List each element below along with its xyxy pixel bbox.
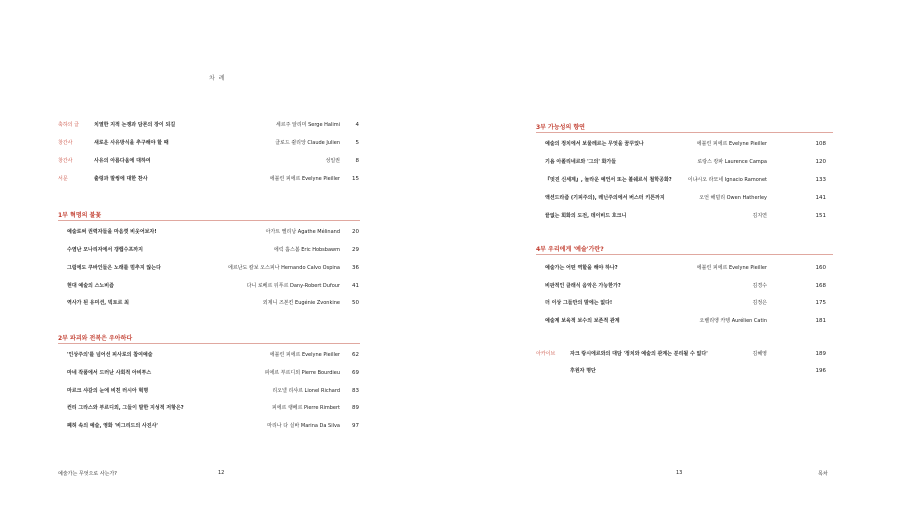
entry-author: 아가트 멜리낭 Agathe Mélinand bbox=[265, 229, 340, 235]
section-label: 축하의 글 bbox=[58, 122, 79, 128]
entry-title: 예술로써 권력자들을 마음껏 비웃어보자! bbox=[67, 229, 157, 235]
entry-page: 41 bbox=[352, 283, 359, 289]
entry-page: 196 bbox=[815, 368, 826, 374]
list-item bbox=[0, 156, 449, 166]
list-item bbox=[0, 120, 449, 130]
entry-title: 기욤 아폴리네르와 '그의' 화가들 bbox=[545, 159, 617, 165]
entry-author: 에릭 홉스봄 Eric Hobsbawm bbox=[273, 247, 340, 253]
entry-author: 에블린 피에르 Evelyne Pieiller bbox=[696, 265, 767, 271]
list-item bbox=[0, 350, 449, 360]
entry-author: 마리나 다 실바 Marina Da Silva bbox=[267, 423, 340, 429]
part-divider bbox=[536, 132, 833, 133]
list-item bbox=[0, 298, 449, 308]
list-item bbox=[0, 245, 449, 255]
entry-author: 로랑스 캉파 Laurence Campa bbox=[697, 159, 767, 165]
entry-page: 69 bbox=[352, 370, 359, 376]
entry-page: 189 bbox=[815, 351, 826, 357]
entry-author: 김경수 bbox=[752, 283, 767, 289]
entry-author: 김혜영 bbox=[752, 351, 767, 357]
entry-page: 151 bbox=[815, 213, 826, 219]
section-label: 창간사 bbox=[58, 158, 73, 164]
entry-author: 오언 해덜리 Owen Hatherley bbox=[699, 195, 767, 201]
entry-author: 성일권 bbox=[325, 158, 340, 164]
entry-title: 컨티 그라스와 부르디외, 그들이 말한 지성적 저항은? bbox=[67, 405, 184, 411]
entry-title: 끝없는 회화의 도전, 데이비드 호크니 bbox=[545, 213, 627, 219]
entry-author: 에르난도 칼보 오스피나 Hernando Calvo Ospina bbox=[228, 265, 340, 271]
entry-title: 그럼에도 쿠바인들은 노래를 멈추지 않는다 bbox=[67, 265, 161, 271]
list-item bbox=[450, 157, 899, 167]
entry-title: '인상주의'를 넘어선 피사로의 참여예술 bbox=[67, 352, 153, 358]
section-label: 서문 bbox=[58, 176, 68, 182]
list-item bbox=[0, 368, 449, 378]
entry-title: 예술의 정치에서 보물레르는 무엇을 꿈꾸었나 bbox=[545, 141, 644, 147]
page-number: 13 bbox=[676, 470, 683, 476]
entry-title: 새로운 사유방식을 추구해야 할 때 bbox=[94, 140, 169, 146]
entry-page: 36 bbox=[352, 265, 359, 271]
list-item bbox=[0, 386, 449, 396]
left-page bbox=[0, 0, 449, 514]
part-divider bbox=[58, 343, 360, 344]
entry-page: 4 bbox=[355, 122, 359, 128]
entry-page: 97 bbox=[352, 423, 359, 429]
entry-author: 다니 로베르 뒤푸르 Dany-Robert Dufour bbox=[246, 283, 340, 289]
entry-title: 예술계 보육적 보수의 보존적 관계 bbox=[545, 318, 620, 324]
entry-page: 89 bbox=[352, 405, 359, 411]
entry-author: 세르주 알리미 Serge Halimi bbox=[275, 122, 340, 128]
list-item bbox=[0, 263, 449, 273]
entry-title: 폐허 속의 예술, 영화 '비그리드의 사진사' bbox=[67, 423, 158, 429]
entry-page: 120 bbox=[815, 159, 826, 165]
list-item bbox=[450, 349, 899, 359]
entry-title: 출렁과 말썽에 대한 찬사 bbox=[94, 176, 148, 182]
entry-page: 5 bbox=[355, 140, 359, 146]
entry-title: 현대 예술의 스노비즘 bbox=[67, 283, 114, 289]
part-heading: 4부 우리에게 '예술'가란? bbox=[536, 246, 604, 253]
list-item bbox=[450, 193, 899, 203]
entry-page: 62 bbox=[352, 352, 359, 358]
entry-author: 피에르 부르디외 Pierre Bourdieu bbox=[264, 370, 340, 376]
entry-author: 에블린 피에르 Evelyne Pieiller bbox=[269, 176, 340, 182]
entry-title: 마르크 샤갈의 눈에 비친 러시아 혁명 bbox=[67, 388, 149, 394]
part-divider bbox=[58, 220, 360, 221]
entry-page: 108 bbox=[815, 141, 826, 147]
right-page bbox=[450, 0, 899, 514]
entry-title: 사유의 아름다움에 대하여 bbox=[94, 158, 151, 164]
entry-title: 치열한 지적 논쟁과 담론의 장이 되길 bbox=[94, 122, 176, 128]
entry-page: 50 bbox=[352, 300, 359, 306]
entry-title: 『멋진 신세계』, 놀라운 예언서 또는 볼쉐르식 철학공화? bbox=[545, 177, 672, 183]
part-divider bbox=[536, 254, 833, 255]
list-item bbox=[450, 175, 899, 185]
running-footer: 목차 bbox=[818, 471, 828, 477]
entry-title: 수염난 모나리자에서 갱랩수프까지 bbox=[67, 247, 143, 253]
entry-page: 20 bbox=[352, 229, 359, 235]
list-item bbox=[0, 138, 449, 148]
entry-title: 역사가 된 유미션, 빅토르 최 bbox=[67, 300, 129, 306]
entry-page: 160 bbox=[815, 265, 826, 271]
list-item bbox=[0, 227, 449, 237]
entry-author: 에블린 피에르 Evelyne Pieiller bbox=[269, 352, 340, 358]
entry-author: 김지연 bbox=[752, 213, 767, 219]
list-item bbox=[0, 174, 449, 184]
list-item bbox=[450, 139, 899, 149]
entry-page: 83 bbox=[352, 388, 359, 394]
section-label: 아카이브 bbox=[536, 351, 556, 357]
list-item bbox=[450, 298, 899, 308]
entry-author: 에블린 피에르 Evelyne Pieiller bbox=[696, 141, 767, 147]
page-number: 12 bbox=[218, 470, 225, 476]
entry-title: 예술가는 어떤 역할을 해야 하나? bbox=[545, 265, 618, 271]
entry-title: 자크 랑시에르와의 대담 '정치와 예술의 관계는 분리될 수 없다' bbox=[570, 351, 708, 357]
entry-page: 133 bbox=[815, 177, 826, 183]
entry-title: 마네 작품에서 드러난 사회적 아비투스 bbox=[67, 370, 152, 376]
entry-page: 15 bbox=[352, 176, 359, 182]
list-item bbox=[0, 421, 449, 431]
list-item bbox=[0, 403, 449, 413]
entry-author: 오렐리엥 카텡 Aurélien Catin bbox=[699, 318, 767, 324]
entry-author: 피에르 랭베르 Pierre Rimbert bbox=[271, 405, 340, 411]
list-item bbox=[450, 366, 899, 376]
entry-page: 175 bbox=[815, 300, 826, 306]
entry-title: 비판적인 클래식 음악은 가능한가? bbox=[545, 283, 621, 289]
entry-title: 액션드라즘 (기피주의), 레닌주의에서 버스터 키튼까지 bbox=[545, 195, 665, 201]
entry-page: 181 bbox=[815, 318, 826, 324]
entry-title: 더 이상 그들만의 말에는 없다! bbox=[545, 300, 613, 306]
entry-author: 김정은 bbox=[752, 300, 767, 306]
list-item bbox=[450, 281, 899, 291]
list-item bbox=[450, 263, 899, 273]
list-item bbox=[0, 281, 449, 291]
entry-author: 클로드 쥘리앙 Claude Julien bbox=[275, 140, 340, 146]
section-label: 창간사 bbox=[58, 140, 73, 146]
toc-heading: 차 례 bbox=[209, 75, 226, 82]
entry-author: 외제니 즈본킨 Eugénie Zvonkine bbox=[262, 300, 340, 306]
part-heading: 1부 혁명의 불꽃 bbox=[58, 212, 102, 219]
entry-page: 168 bbox=[815, 283, 826, 289]
part-heading: 2부 파괴와 전복은 우아하다 bbox=[58, 335, 133, 342]
running-footer: 예술가는 무엇으로 사는가? bbox=[58, 471, 117, 477]
entry-page: 29 bbox=[352, 247, 359, 253]
part-heading: 3부 가능성의 향연 bbox=[536, 124, 585, 131]
list-item bbox=[450, 211, 899, 221]
list-item bbox=[450, 316, 899, 326]
entry-title: 후원자 명단 bbox=[570, 368, 596, 374]
entry-page: 141 bbox=[815, 195, 826, 201]
entry-author: 리오넬 리샤르 Lionel Richard bbox=[272, 388, 340, 394]
entry-page: 8 bbox=[355, 158, 359, 164]
entry-author: 이냐시오 라모네 Ignacio Ramonet bbox=[687, 177, 767, 183]
